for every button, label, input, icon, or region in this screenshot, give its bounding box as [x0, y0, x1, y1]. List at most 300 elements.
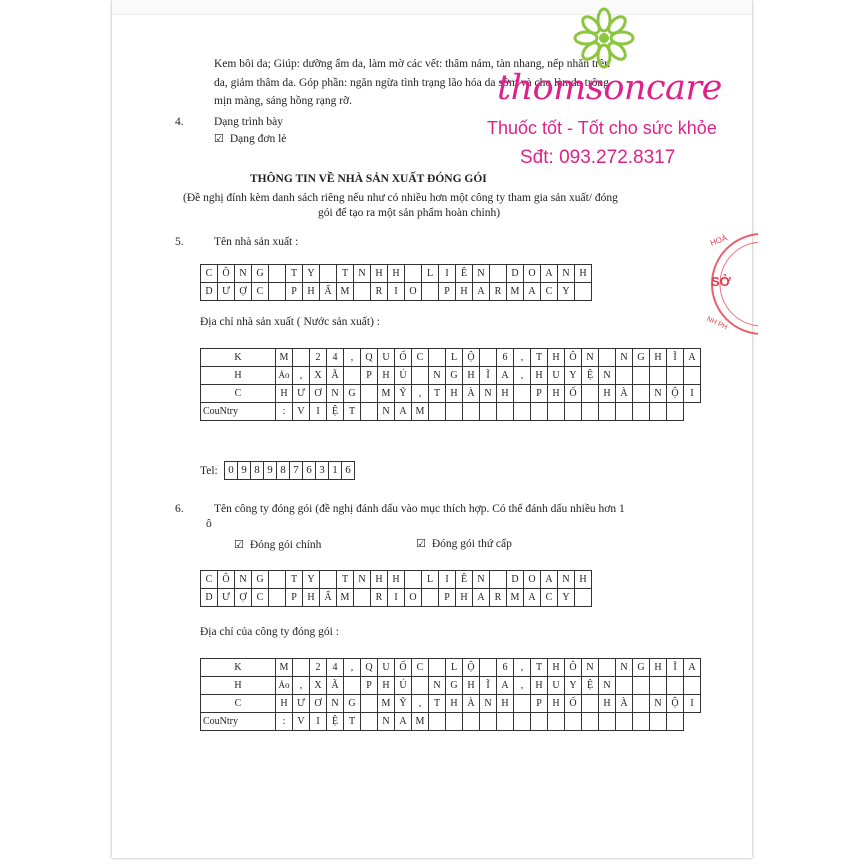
- grid-cell: [531, 713, 548, 731]
- grid-cell: N: [378, 713, 395, 731]
- grid-cell: Ú: [395, 367, 412, 385]
- grid-cell: I: [684, 695, 701, 713]
- grid-cell: ,: [293, 677, 310, 695]
- grid-cell: 6: [497, 349, 514, 367]
- heading-note-1: (Đề nghị đính kèm danh sách riêng nếu như có nhiều hơn một công ty tham gia sản xuất/ đóng: [183, 192, 618, 204]
- grid-cell: A: [524, 283, 541, 301]
- grid-cell: [582, 713, 599, 731]
- grid-cell: [269, 571, 286, 589]
- intro-line-3: mịn màng, sáng hồng rạng rỡ.: [214, 95, 352, 107]
- grid-cell: G: [344, 695, 361, 713]
- grid-cell: N: [616, 349, 633, 367]
- grid-cell: [650, 403, 667, 421]
- grid-cell: Y: [303, 265, 320, 283]
- grid-cell: T: [429, 385, 446, 403]
- grid-cell: D: [201, 283, 218, 301]
- grid-cell: [361, 713, 378, 731]
- grid-cell: P: [286, 283, 303, 301]
- tel-digit-cell: 9: [264, 462, 277, 480]
- grid-row: [201, 589, 592, 607]
- grid-cell: H: [531, 677, 548, 695]
- tel-digit-cell: 8: [251, 462, 264, 480]
- grid-cell: [361, 695, 378, 713]
- grid-cell: C: [201, 385, 276, 403]
- brand-slogan: Thuốc tốt - Tốt cho sức khỏe: [487, 118, 717, 138]
- grid-cell: [667, 367, 684, 385]
- grid-cell: [463, 713, 480, 731]
- grid-cell: A: [497, 677, 514, 695]
- grid-cell: H: [497, 385, 514, 403]
- grid-cell: [633, 695, 650, 713]
- option-secondary-packing: [416, 537, 512, 551]
- grid-cell: H: [388, 265, 405, 283]
- grid-cell: N: [650, 695, 667, 713]
- grid-cell: A: [395, 403, 412, 421]
- grid-cell: P: [286, 589, 303, 607]
- grid-cell: Ú: [395, 677, 412, 695]
- grid-cell: H: [276, 695, 293, 713]
- grid-cell: [531, 403, 548, 421]
- grid-cell: À: [616, 695, 633, 713]
- grid-cell: H: [599, 695, 616, 713]
- grid-cell: [429, 403, 446, 421]
- grid-cell: [480, 659, 497, 677]
- grid-cell: Ư: [218, 283, 235, 301]
- grid-cell: H: [303, 589, 320, 607]
- grid-cell: [548, 713, 565, 731]
- grid-cell: T: [337, 265, 354, 283]
- grid-cell: [548, 403, 565, 421]
- grid-cell: M: [412, 403, 429, 421]
- grid-cell: N: [480, 695, 497, 713]
- grid-cell: [616, 403, 633, 421]
- grid-cell: [633, 385, 650, 403]
- grid-cell: Ĩ: [480, 677, 497, 695]
- checkbox-checked-icon: ☑: [214, 132, 224, 145]
- grid-cell: [429, 713, 446, 731]
- grid-cell: O: [405, 589, 422, 607]
- grid-row: [201, 677, 701, 695]
- grid-cell: Ư: [218, 589, 235, 607]
- grid-cell: [480, 403, 497, 421]
- grid-cell: N: [558, 265, 575, 283]
- grid-row: [201, 349, 701, 367]
- grid-row: [201, 571, 592, 589]
- grid-cell: [497, 713, 514, 731]
- section6-label-line2: ô: [206, 518, 212, 530]
- packer-address-grid: [200, 658, 701, 731]
- grid-cell: N: [599, 367, 616, 385]
- grid-cell: C: [201, 695, 276, 713]
- grid-cell: [361, 385, 378, 403]
- grid-cell: N: [429, 677, 446, 695]
- grid-cell: 4: [327, 659, 344, 677]
- grid-cell: C: [412, 349, 429, 367]
- grid-cell: D: [507, 571, 524, 589]
- grid-cell: [412, 367, 429, 385]
- grid-cell: I: [439, 571, 456, 589]
- grid-cell: N: [616, 659, 633, 677]
- grid-cell: Ộ: [667, 695, 684, 713]
- grid-cell: C: [541, 589, 558, 607]
- grid-cell: [446, 403, 463, 421]
- grid-cell: H: [456, 589, 473, 607]
- grid-cell: Ã: [327, 367, 344, 385]
- grid-cell: À: [616, 385, 633, 403]
- grid-cell: G: [633, 659, 650, 677]
- grid-cell: H: [599, 385, 616, 403]
- grid-cell: T: [429, 695, 446, 713]
- grid-cell: H: [378, 367, 395, 385]
- section4-title: Dạng trình bày: [214, 116, 283, 128]
- tel-digit-cell: 7: [290, 462, 303, 480]
- grid-cell: L: [446, 349, 463, 367]
- grid-cell: H: [548, 659, 565, 677]
- grid-cell: O: [524, 265, 541, 283]
- packer-address-label: Địa chỉ của công ty đóng gói :: [200, 626, 339, 638]
- packer-name-grid: [200, 570, 592, 607]
- grid-cell: I: [684, 385, 701, 403]
- section5-number: 5.: [175, 236, 184, 248]
- intro-line-2: da, giảm thâm da. Góp phần: ngăn ngừa tình trạng lão hóa da sớm và cho làn da trông: [214, 77, 609, 89]
- grid-cell: Ĩ: [480, 367, 497, 385]
- grid-cell: Ố: [395, 349, 412, 367]
- grid-cell: [480, 349, 497, 367]
- grid-cell: I: [310, 403, 327, 421]
- grid-cell: [446, 713, 463, 731]
- tel-digit-cell: 6: [303, 462, 316, 480]
- grid-cell: C: [252, 589, 269, 607]
- grid-cell: M: [507, 283, 524, 301]
- grid-cell: Ố: [395, 659, 412, 677]
- grid-cell: [616, 713, 633, 731]
- grid-cell: N: [235, 571, 252, 589]
- grid-cell: I: [388, 283, 405, 301]
- grid-cell: Ệ: [327, 403, 344, 421]
- grid-cell: [582, 695, 599, 713]
- grid-cell: [667, 403, 684, 421]
- grid-cell: D: [201, 589, 218, 607]
- grid-cell: [667, 713, 684, 731]
- grid-cell: R: [490, 283, 507, 301]
- grid-cell: [514, 695, 531, 713]
- grid-cell: R: [490, 589, 507, 607]
- grid-cell: [514, 385, 531, 403]
- heading-note-2: gói để tạo ra một sản phẩm hoàn chỉnh): [318, 207, 501, 219]
- grid-cell: U: [548, 367, 565, 385]
- tel-digit-cell: 8: [277, 462, 290, 480]
- grid-cell: N: [327, 385, 344, 403]
- grid-cell: N: [558, 571, 575, 589]
- grid-cell: O: [405, 283, 422, 301]
- grid-row: [201, 283, 592, 301]
- grid-cell: [582, 403, 599, 421]
- grid-cell: Ộ: [667, 385, 684, 403]
- grid-cell: ,: [344, 349, 361, 367]
- grid-cell: Ố: [565, 385, 582, 403]
- grid-cell: N: [354, 571, 371, 589]
- grid-cell: X: [310, 677, 327, 695]
- grid-cell: H: [446, 695, 463, 713]
- grid-cell: U: [548, 677, 565, 695]
- grid-cell: H: [575, 571, 592, 589]
- section-heading: THÔNG TIN VỀ NHÀ SẢN XUẤT ĐÓNG GÓI: [250, 173, 487, 185]
- tel-digit-cell: 9: [238, 462, 251, 480]
- grid-cell: 2: [310, 349, 327, 367]
- grid-cell: N: [378, 403, 395, 421]
- intro-line-1: Kem bôi da; Giúp: dưỡng ẩm da, làm mờ các vết: thâm nám, tàn nhang, nếp nhăn trên: [214, 58, 610, 70]
- grid-cell: L: [422, 571, 439, 589]
- stamp-text-mid: SỞ: [711, 274, 731, 289]
- grid-cell: [269, 265, 286, 283]
- grid-cell: [490, 265, 507, 283]
- grid-cell: [429, 349, 446, 367]
- grid-cell: ,: [344, 659, 361, 677]
- grid-cell: ,: [412, 695, 429, 713]
- grid-cell: [684, 367, 701, 385]
- grid-cell: [633, 403, 650, 421]
- grid-cell: [599, 403, 616, 421]
- page-top-edge: [112, 0, 752, 15]
- grid-cell: C: [412, 659, 429, 677]
- grid-cell: A: [473, 283, 490, 301]
- grid-cell: T: [337, 571, 354, 589]
- grid-cell: Ẩ: [320, 283, 337, 301]
- checkbox-checked-icon: ☑: [416, 537, 426, 550]
- grid-cell: I: [310, 713, 327, 731]
- grid-cell: [412, 677, 429, 695]
- grid-cell: [599, 659, 616, 677]
- grid-cell: A: [541, 265, 558, 283]
- grid-cell: Ơ: [310, 695, 327, 713]
- grid-cell: [320, 265, 337, 283]
- grid-cell: M: [507, 589, 524, 607]
- grid-cell: G: [252, 265, 269, 283]
- grid-cell: H: [378, 677, 395, 695]
- grid-cell: [269, 589, 286, 607]
- grid-cell: H: [276, 385, 293, 403]
- option-primary-packing: [234, 538, 321, 552]
- grid-cell: L: [446, 659, 463, 677]
- grid-cell: Ĩ: [667, 349, 684, 367]
- grid-cell: H: [371, 571, 388, 589]
- grid-cell: [490, 571, 507, 589]
- grid-cell: H: [497, 695, 514, 713]
- grid-cell: N: [473, 265, 490, 283]
- grid-cell: [354, 589, 371, 607]
- grid-cell: H: [201, 677, 276, 695]
- grid-cell: Ảo: [276, 367, 293, 385]
- grid-cell: À: [463, 695, 480, 713]
- grid-row: [225, 462, 355, 480]
- grid-cell: N: [327, 695, 344, 713]
- grid-cell: Ô: [565, 349, 582, 367]
- grid-row: [201, 659, 701, 677]
- manufacturer-name-grid: [200, 264, 592, 301]
- grid-cell: ,: [514, 349, 531, 367]
- grid-cell: M: [276, 349, 293, 367]
- grid-cell: U: [378, 349, 395, 367]
- grid-cell: V: [293, 713, 310, 731]
- section4-option-label: Dạng đơn lẻ: [229, 133, 287, 145]
- tel-label: Tel:: [200, 465, 218, 477]
- grid-cell: [575, 589, 592, 607]
- section4-number: 4.: [175, 116, 184, 128]
- grid-cell: [344, 367, 361, 385]
- grid-cell: C: [201, 265, 218, 283]
- grid-cell: Ẩ: [320, 589, 337, 607]
- grid-cell: [616, 367, 633, 385]
- grid-cell: Ơ: [310, 385, 327, 403]
- stamp-text-top: HOÀ: [708, 233, 729, 248]
- grid-cell: Ô: [565, 659, 582, 677]
- grid-cell: [293, 349, 310, 367]
- grid-cell: [599, 349, 616, 367]
- grid-cell: H: [548, 385, 565, 403]
- grid-cell: Ợ: [235, 283, 252, 301]
- grid-cell: :: [276, 713, 293, 731]
- grid-cell: Q: [361, 659, 378, 677]
- grid-cell: T: [531, 659, 548, 677]
- grid-cell: R: [371, 589, 388, 607]
- grid-cell: N: [429, 367, 446, 385]
- grid-cell: N: [473, 571, 490, 589]
- grid-cell: N: [235, 265, 252, 283]
- section4-option: [214, 132, 286, 146]
- grid-cell: T: [286, 571, 303, 589]
- grid-cell: [320, 571, 337, 589]
- grid-cell: A: [541, 571, 558, 589]
- manufacturer-address-grid: [200, 348, 701, 421]
- grid-row: [201, 367, 701, 385]
- grid-row: [201, 713, 701, 731]
- grid-cell: H: [463, 677, 480, 695]
- grid-cell: G: [252, 571, 269, 589]
- grid-cell: R: [371, 283, 388, 301]
- grid-row: [201, 385, 701, 403]
- flower-logo-icon: [572, 6, 636, 70]
- grid-cell: À: [463, 385, 480, 403]
- option-primary-label: Đóng gói chính: [249, 539, 322, 551]
- grid-cell: A: [684, 659, 701, 677]
- stamp-text-bottom: NH PH: [705, 315, 729, 332]
- grid-cell: H: [456, 283, 473, 301]
- grid-cell: Ệ: [582, 677, 599, 695]
- grid-cell: M: [276, 659, 293, 677]
- grid-cell: Ỹ: [395, 385, 412, 403]
- grid-cell: K: [201, 349, 276, 367]
- grid-cell: A: [524, 589, 541, 607]
- grid-cell: M: [378, 695, 395, 713]
- grid-cell: Ệ: [582, 367, 599, 385]
- grid-cell: [582, 385, 599, 403]
- grid-cell: [354, 283, 371, 301]
- grid-cell: H: [201, 367, 276, 385]
- grid-cell: [269, 283, 286, 301]
- grid-cell: T: [531, 349, 548, 367]
- grid-cell: N: [650, 385, 667, 403]
- grid-cell: Ộ: [463, 659, 480, 677]
- tel-grid: [224, 461, 355, 480]
- grid-cell: ,: [514, 677, 531, 695]
- grid-cell: H: [446, 385, 463, 403]
- grid-cell: [650, 367, 667, 385]
- grid-cell: I: [388, 589, 405, 607]
- grid-cell: X: [310, 367, 327, 385]
- grid-cell: H: [463, 367, 480, 385]
- tel-digit-cell: 1: [329, 462, 342, 480]
- grid-cell: P: [531, 385, 548, 403]
- grid-cell: C: [541, 283, 558, 301]
- grid-cell: [514, 713, 531, 731]
- grid-cell: C: [252, 283, 269, 301]
- grid-cell: [361, 403, 378, 421]
- grid-cell: H: [388, 571, 405, 589]
- grid-cell: Y: [303, 571, 320, 589]
- grid-cell: N: [582, 349, 599, 367]
- grid-cell: Ố: [565, 695, 582, 713]
- grid-cell: Ộ: [463, 349, 480, 367]
- grid-cell: Ê: [456, 265, 473, 283]
- grid-row: [201, 695, 701, 713]
- grid-cell: [422, 283, 439, 301]
- grid-cell: H: [303, 283, 320, 301]
- grid-cell: ,: [514, 659, 531, 677]
- grid-cell: Y: [565, 677, 582, 695]
- grid-cell: [616, 677, 633, 695]
- grid-cell: C: [201, 571, 218, 589]
- grid-cell: Y: [558, 589, 575, 607]
- tel-digit-cell: 3: [316, 462, 329, 480]
- grid-row: [201, 265, 592, 283]
- grid-cell: P: [361, 367, 378, 385]
- grid-cell: H: [650, 349, 667, 367]
- grid-cell: T: [344, 403, 361, 421]
- grid-cell: [633, 713, 650, 731]
- grid-cell: Ệ: [327, 713, 344, 731]
- grid-cell: [633, 677, 650, 695]
- grid-cell: [429, 659, 446, 677]
- grid-cell: O: [524, 571, 541, 589]
- grid-cell: H: [371, 265, 388, 283]
- grid-cell: N: [599, 677, 616, 695]
- grid-cell: N: [582, 659, 599, 677]
- grid-cell: [514, 403, 531, 421]
- grid-cell: H: [650, 659, 667, 677]
- grid-cell: A: [395, 713, 412, 731]
- grid-cell: [463, 403, 480, 421]
- tel-digit-cell: 0: [225, 462, 238, 480]
- grid-cell: Ợ: [235, 589, 252, 607]
- grid-cell: ,: [293, 367, 310, 385]
- grid-cell: N: [480, 385, 497, 403]
- grid-cell: H: [548, 349, 565, 367]
- grid-row: [201, 403, 701, 421]
- official-stamp: [700, 232, 758, 342]
- grid-cell: N: [354, 265, 371, 283]
- grid-cell: [667, 677, 684, 695]
- grid-cell: [405, 571, 422, 589]
- grid-cell: Y: [565, 367, 582, 385]
- grid-cell: A: [473, 589, 490, 607]
- grid-cell: P: [439, 283, 456, 301]
- grid-cell: [650, 677, 667, 695]
- grid-cell: [497, 403, 514, 421]
- grid-cell: [405, 265, 422, 283]
- grid-cell: [293, 659, 310, 677]
- grid-cell: Ỹ: [395, 695, 412, 713]
- grid-cell: T: [286, 265, 303, 283]
